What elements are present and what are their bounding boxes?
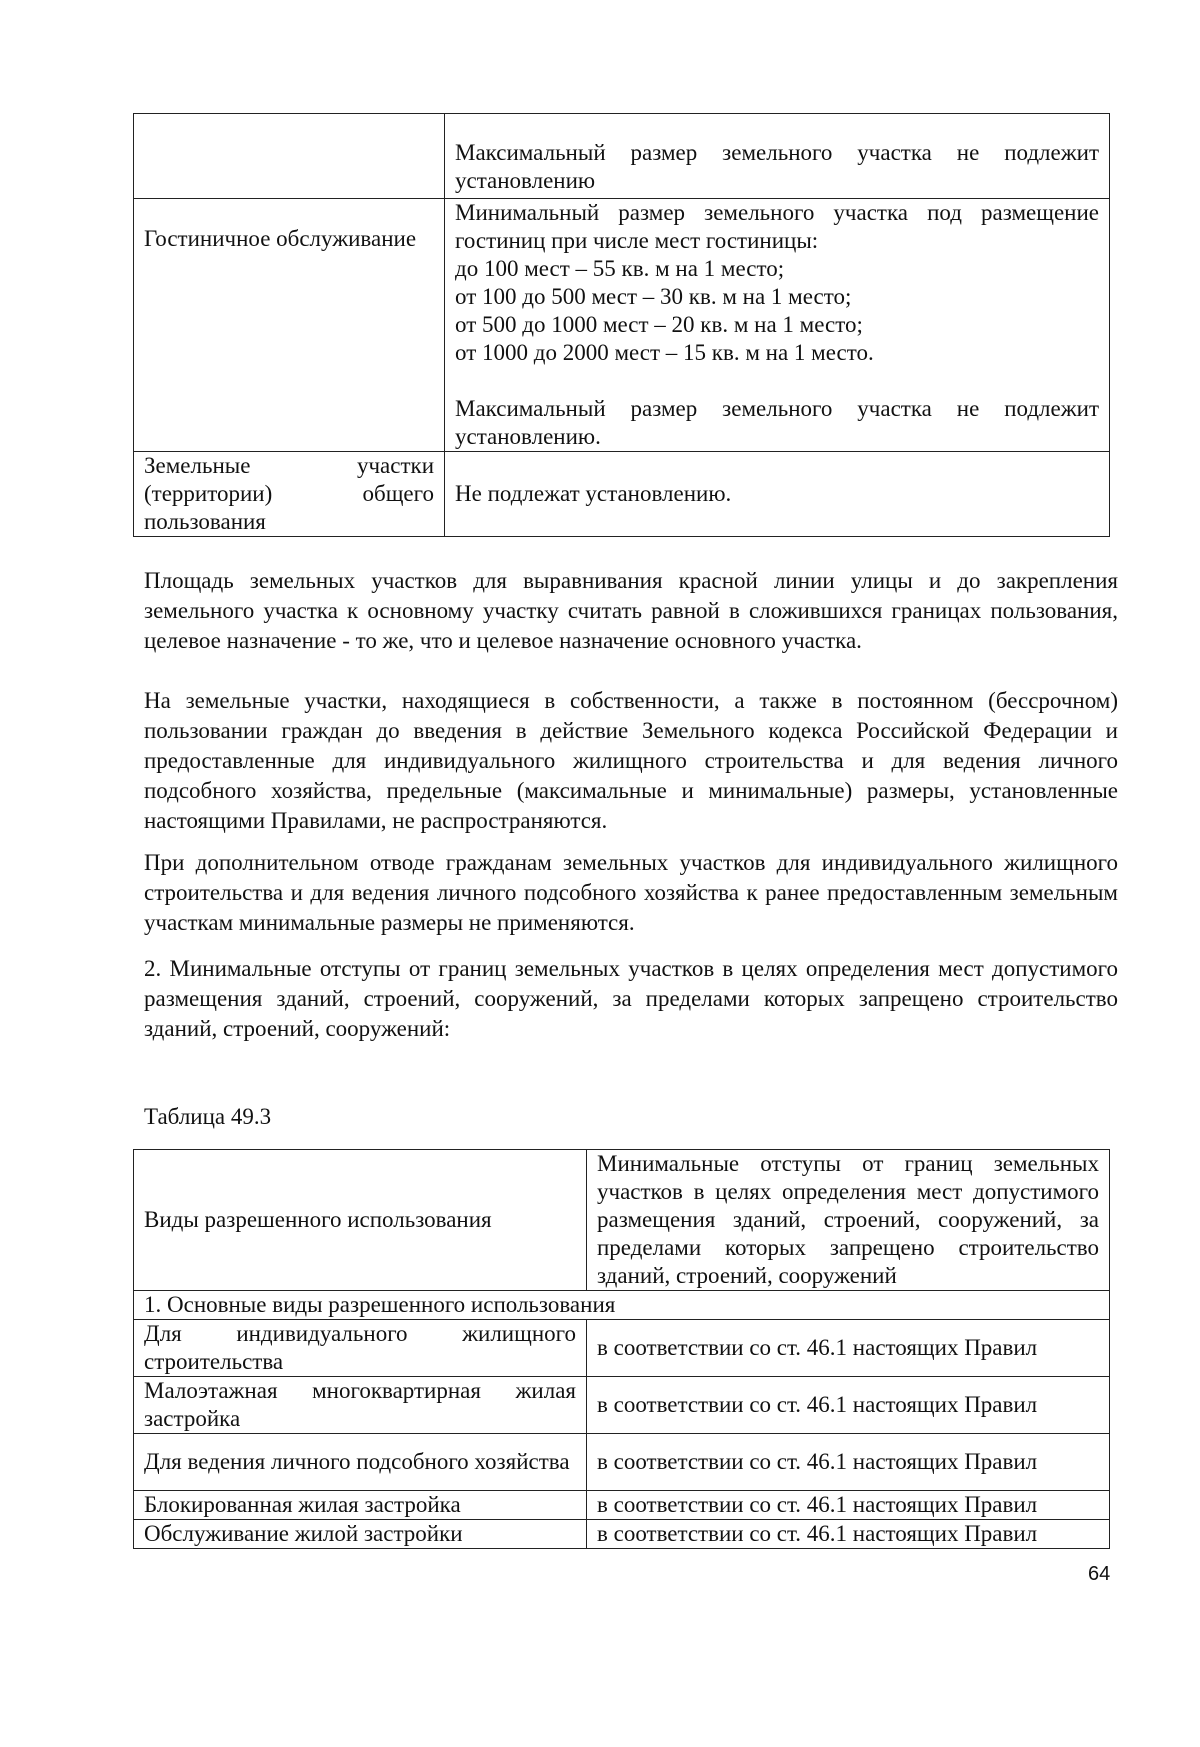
table-row <box>134 1520 1110 1549</box>
hotel-size-line: до 100 мест – 55 кв. м на 1 место; <box>455 256 785 281</box>
table-section-row <box>134 1291 1110 1320</box>
table-header-row <box>134 1150 1110 1291</box>
use-type: Обслуживание жилой застройки <box>134 1520 587 1549</box>
paragraph: Площадь земельных участков для выравнивания красной линии улицы и до закрепления земельного участка к основному участку считать равной в сложившихся границах пользования, целевое назначение - то же, что и целевое назначение основного участка. <box>144 568 1118 653</box>
header-use-types: Виды разрешенного использования <box>134 1150 587 1291</box>
setback-table <box>133 1149 1110 1549</box>
section-title: 1. Основные виды разрешенного использования <box>134 1291 1110 1320</box>
hotel-size-cell <box>445 199 1110 452</box>
paragraph: 2. Минимальные отступы от границ земельных участков в целях определения мест допустимого размещения зданий, строений, сооружений, за пределами которых запрещено строительство зданий, строений, сооружений: <box>144 956 1118 1041</box>
paragraph: На земельные участки, находящиеся в собственности, а также в постоянном (бессрочном) пользовании граждан до введения в действие Земельного кодекса Российской Федерации и предоставленные для индивидуального жилищного строительства и для ведения личного подсобного хозяйства, предельные (максимальные и минимальные) размеры, установленные настоящими Правилами, не распространяются. <box>144 688 1118 833</box>
table-row <box>134 199 1110 452</box>
table-cell-empty <box>134 114 445 199</box>
use-type: Малоэтажная многоквартирная жилая застройка <box>134 1377 587 1434</box>
hotel-service-label: Гостиничное обслуживание <box>134 199 445 452</box>
table-row <box>134 1491 1110 1520</box>
table-row <box>134 1320 1110 1377</box>
public-land-text: Не подлежат установлению. <box>445 452 1110 537</box>
hotel-size-line: от 100 до 500 мест – 30 кв. м на 1 место; <box>455 284 852 309</box>
use-type: Блокированная жилая застройка <box>134 1491 587 1520</box>
use-type: Для индивидуального жилищного строительства <box>134 1320 587 1377</box>
paragraph: При дополнительном отводе гражданам земельных участков для индивидуального жилищного строительства и для ведения личного подсобного хозяйства к ранее предоставленным земельным участкам минимальные размеры не применяются. <box>144 850 1118 935</box>
page-number: 64 <box>1088 1563 1111 1585</box>
table-caption: Таблица 49.3 <box>144 1104 272 1129</box>
use-type: Для ведения личного подсобного хозяйства <box>134 1434 587 1491</box>
setback-value: в соответствии со ст. 46.1 настоящих Правил <box>587 1320 1110 1377</box>
table-row <box>134 114 1110 199</box>
table-row <box>134 452 1110 537</box>
header-min-setbacks: Минимальные отступы от границ земельных участков в целях определения мест допустимого размещения зданий, строений, сооружений, за пределами которых запрещено строительство зданий, строений, сооружений <box>587 1150 1110 1291</box>
setback-value: в соответствии со ст. 46.1 настоящих Правил <box>587 1520 1110 1549</box>
setback-value: в соответствии со ст. 46.1 настоящих Правил <box>587 1491 1110 1520</box>
hotel-max-size-text: Максимальный размер земельного участка не подлежит установлению. <box>455 396 1099 449</box>
max-size-text: Максимальный размер земельного участка не подлежит установлению <box>445 114 1110 199</box>
setback-value: в соответствии со ст. 46.1 настоящих Правил <box>587 1377 1110 1434</box>
hotel-size-intro: Минимальный размер земельного участка под размещение гостиниц при числе мест гостиницы: <box>455 200 1099 253</box>
table-row <box>134 1434 1110 1491</box>
hotel-size-line: от 500 до 1000 мест – 20 кв. м на 1 место; <box>455 312 863 337</box>
setback-value: в соответствии со ст. 46.1 настоящих Правил <box>587 1434 1110 1491</box>
public-land-label: Земельные участки (территории) общего пользования <box>134 452 445 537</box>
table-row <box>134 1377 1110 1434</box>
land-size-table <box>133 113 1110 537</box>
hotel-size-line: от 1000 до 2000 мест – 15 кв. м на 1 место. <box>455 340 874 365</box>
